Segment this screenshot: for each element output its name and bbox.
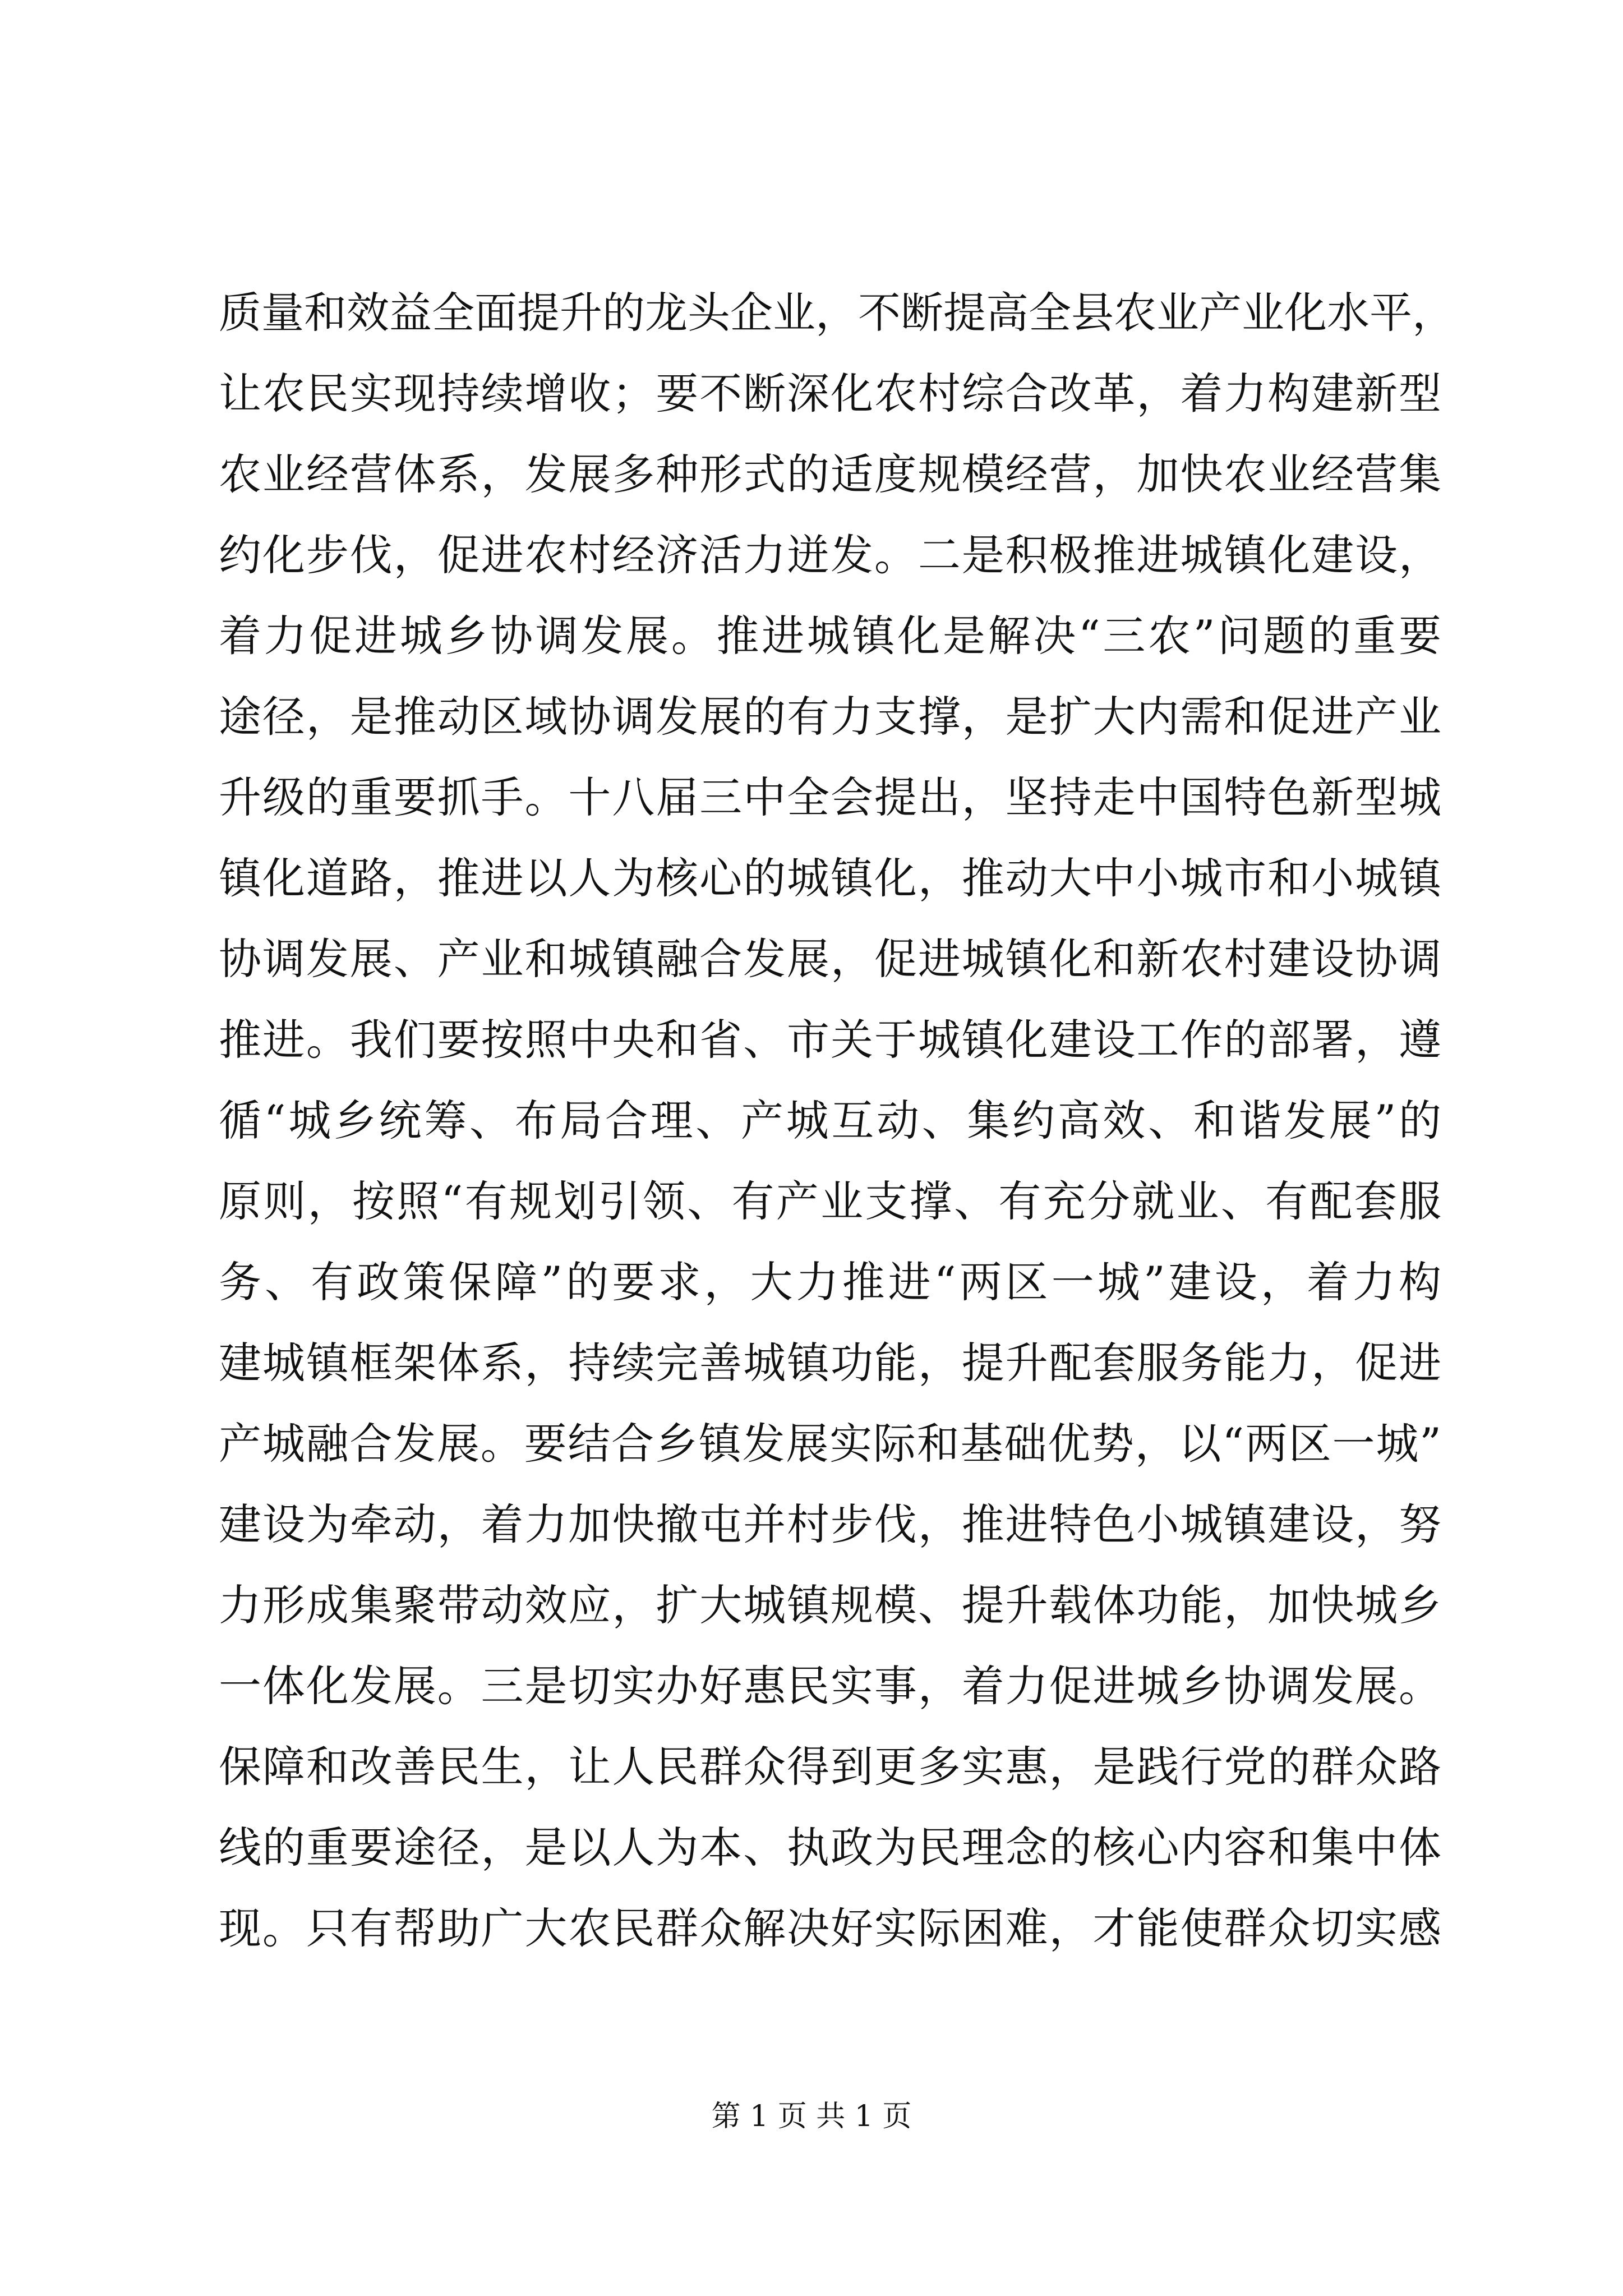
text-line: 镇化道路，推进以人为核心的城镇化，推动大中小城市和小城镇: [219, 853, 1441, 903]
text-line: 质量和效益全面提升的龙头企业，不断提高全县农业产业化水平，: [219, 288, 1455, 338]
page-footer: [0, 2097, 1623, 2136]
text-line: 升级的重要抓手。十八届三中全会提出，坚持走中国特色新型城: [219, 772, 1441, 822]
text-line: 产城融合发展。要结合乡镇发展实际和基础优势，以“两区一城”: [219, 1419, 1441, 1469]
text-line: 建设为牵动，着力加快撤屯并村步伐，推进特色小城镇建设，努: [219, 1499, 1441, 1549]
text-line: 着力促进城乡协调发展。推进城镇化是解决“三农”问题的重要: [219, 611, 1441, 661]
text-line: 保障和改善民生，让人民群众得到更多实惠，是践行党的群众路: [219, 1742, 1441, 1792]
text-line: 让农民实现持续增收；要不断深化农村综合改革，着力构建新型: [219, 369, 1441, 418]
text-line: 农业经营体系，发展多种形式的适度规模经营，加快农业经营集: [219, 449, 1441, 499]
text-line: 现。只有帮助广大农民群众解决好实际困难，才能使群众切实感: [219, 1903, 1441, 1953]
text-line: 途径，是推动区域协调发展的有力支撑，是扩大内需和促进产业: [219, 692, 1441, 742]
body-text: [219, 273, 1455, 1969]
text-line: 协调发展、产业和城镇融合发展，促进城镇化和新农村建设协调: [219, 934, 1441, 984]
page-number-label: 第 1 页 共 1 页: [711, 2100, 912, 2133]
text-line: 推进。我们要按照中央和省、市关于城镇化建设工作的部署，遵: [219, 1015, 1441, 1065]
text-line: 建城镇框架体系，持续完善城镇功能，提升配套服务能力，促进: [219, 1338, 1441, 1388]
text-line: 一体化发展。三是切实办好惠民实事，着力促进城乡协调发展。: [219, 1661, 1441, 1711]
text-line: 原则，按照“有规划引领、有产业支撑、有充分就业、有配套服: [219, 1176, 1441, 1226]
text-line: 线的重要途径，是以人为本、执政为民理念的核心内容和集中体: [219, 1823, 1441, 1872]
text-line: 循“城乡统筹、布局合理、产城互动、集约高效、和谐发展”的: [219, 1096, 1441, 1145]
text-line: 务、有政策保障”的要求，大力推进“两区一城”建设，着力构: [219, 1257, 1441, 1307]
text-line: 约化步伐，促进农村经济活力迸发。二是积极推进城镇化建设，: [219, 530, 1441, 580]
text-line: 力形成集聚带动效应，扩大城镇规模、提升载体功能，加快城乡: [219, 1580, 1441, 1630]
